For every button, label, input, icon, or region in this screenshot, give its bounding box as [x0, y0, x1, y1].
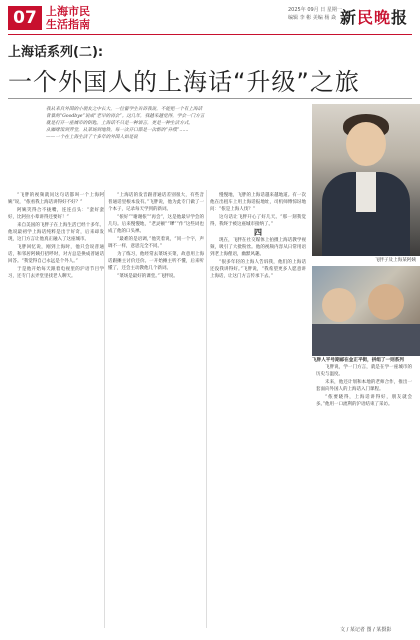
paragraph: “最难的是语调，”他笑着说，“同一个字，声调不一样，意思完全不同。”: [108, 237, 204, 249]
paragraph: 阿姨笑得合不拢嘴，连连点头：“蛮好蛮好，比阿拉小辈讲得还要好！”: [8, 208, 104, 220]
paragraph: “很多年轻的上海人告诉我，他们的上海话还没我讲得好。”飞胖说，“我希望更多人愿意讲上海话，让这门方言传承下去。”: [210, 260, 306, 279]
intro-line: 就是打开一座城市的钥匙。上海话不只是一种语言，更是一种生活方式。: [46, 121, 194, 126]
paragraph: 慢慢地，飞胖的上海话越来越地道。有一次他在出租车上用上海话报地址，司机师傅惊讶地问：“侬是上海人伐？”: [210, 193, 306, 212]
headline: 一个外国人的上海话“升级”之旅: [8, 68, 360, 96]
paragraph: “侬好”“谢谢侬”“再会”，这是他最早学会的几句。后来慢慢地，“老灵额”“嗲”“作”这些词也成了他的口头禅。: [108, 215, 204, 234]
section-name: [46, 5, 90, 31]
section-line-2: 生活指南: [46, 18, 90, 31]
photo-shirt: [356, 172, 376, 212]
paragraph: 未来，他还计划和本地的老师合作，推出一套面向外国人的上海话入门课程。: [316, 380, 412, 392]
masthead: [0, 0, 420, 34]
byline: 文 / 某记者 图 / 某摄影: [340, 627, 392, 633]
logo-main: 新: [340, 8, 358, 27]
paragraph: “菜场是最好的课堂。”飞胖说。: [117, 274, 178, 279]
section-line-1: 上海市民: [46, 5, 90, 18]
paragraph: “飞胖的视频就问这句话都叫一个上海阿姨”说，“侬看我上海话讲得好不好？”: [8, 193, 104, 205]
newspaper-logo: [340, 5, 408, 28]
article-column-3: [210, 192, 306, 281]
intro-line: 从咖啡馆到弄堂，从菜场到地铁，每一次开口都是一次新的“升级”……: [46, 128, 189, 133]
kicker: 上海话系列(二):: [8, 45, 104, 60]
section-subhead: 四: [254, 228, 262, 237]
paragraph: 于是他开始每天跟着电视里的沪语节目学习，还专门去弄堂里找老人聊天。: [8, 267, 104, 279]
date-block: [288, 6, 342, 22]
intro-line: ——一个在上海生活了十多年的外国人如是说: [46, 135, 138, 140]
photo2-person-b: [368, 284, 404, 320]
photo2-ground: [312, 324, 420, 356]
paragraph: 这句话让飞胖开心了好几天。“那一刻我觉得，我终于被这座城市接纳了。”: [210, 215, 306, 227]
editor-line: 编辑 李 彬 美编 杨 焱: [288, 15, 336, 21]
masthead-rule: [8, 34, 412, 35]
paragraph: “侬要晓得，上海话讲得好，朋友就会多。”他用一口流利的沪语结束了采访。: [316, 395, 412, 407]
photo-face: [346, 122, 386, 166]
article-column-4: [316, 364, 412, 409]
intro-text: [46, 106, 306, 141]
paragraph: 现在，飞胖在社交媒体上拍摄上海话教学视频，吸引了大批粉丝。他的视频内容从日常用语到老上海俚语，幽默风趣。: [210, 238, 306, 257]
logo-accent: 民晚: [357, 8, 392, 27]
main-photo: [312, 104, 420, 256]
logo-tail: 报: [391, 8, 409, 27]
intro-line: 背景的“Goodbye”说成“老早的再会”。这几年，我越来越觉得，学会一门方言: [46, 114, 205, 119]
photo2-person-a: [322, 288, 356, 322]
paragraph: 飞胖说，学一门方言，就是在学一座城市的历史与温度。: [316, 365, 412, 377]
article-column-1: [8, 192, 104, 281]
headline-rule: [8, 98, 412, 99]
paragraph: 来自美国的飞胖子在上海生活已经十多年。他说最初学上海话纯粹是出于好奇，后来却发现，这门方言让他真正融入了这座城市。: [8, 223, 104, 242]
article-column-2: [108, 192, 204, 281]
paragraph: 为了练习，他经常去菜场买菜，故意用上海话跟摊主讨价还价。一开始摊主听不懂，后来听懂了，还会主动教他几个新词。: [108, 252, 204, 271]
column-divider: [206, 190, 207, 628]
page-number: 07: [8, 6, 42, 30]
column-divider: [104, 190, 105, 628]
date-line: 2025年 09月 日 星期一: [288, 7, 342, 13]
paragraph: 飞胖回忆说，刚到上海时，他只会说普通话，和邻居阿姨打招呼时，对方总是换成普通话回答。“我觉得自己永远是个外人。”: [8, 245, 104, 264]
second-photo: [312, 266, 420, 356]
intro-line: 我从来自外国的小朋友之中长大，一位留学生告诉我说，不能把一个有上海话: [46, 107, 203, 112]
second-photo-caption: 飞胖人平号期邮在金正平街，拼组了一则系列: [312, 358, 404, 363]
photo-caption: 飞胖子及上海某阿姨: [374, 258, 416, 263]
paragraph: “上海话的发音跟普通话差别很大，有些音普通话里根本没有。”飞胖说，他为此专门做了一个本子，记录每天学到的新词。: [108, 193, 204, 212]
